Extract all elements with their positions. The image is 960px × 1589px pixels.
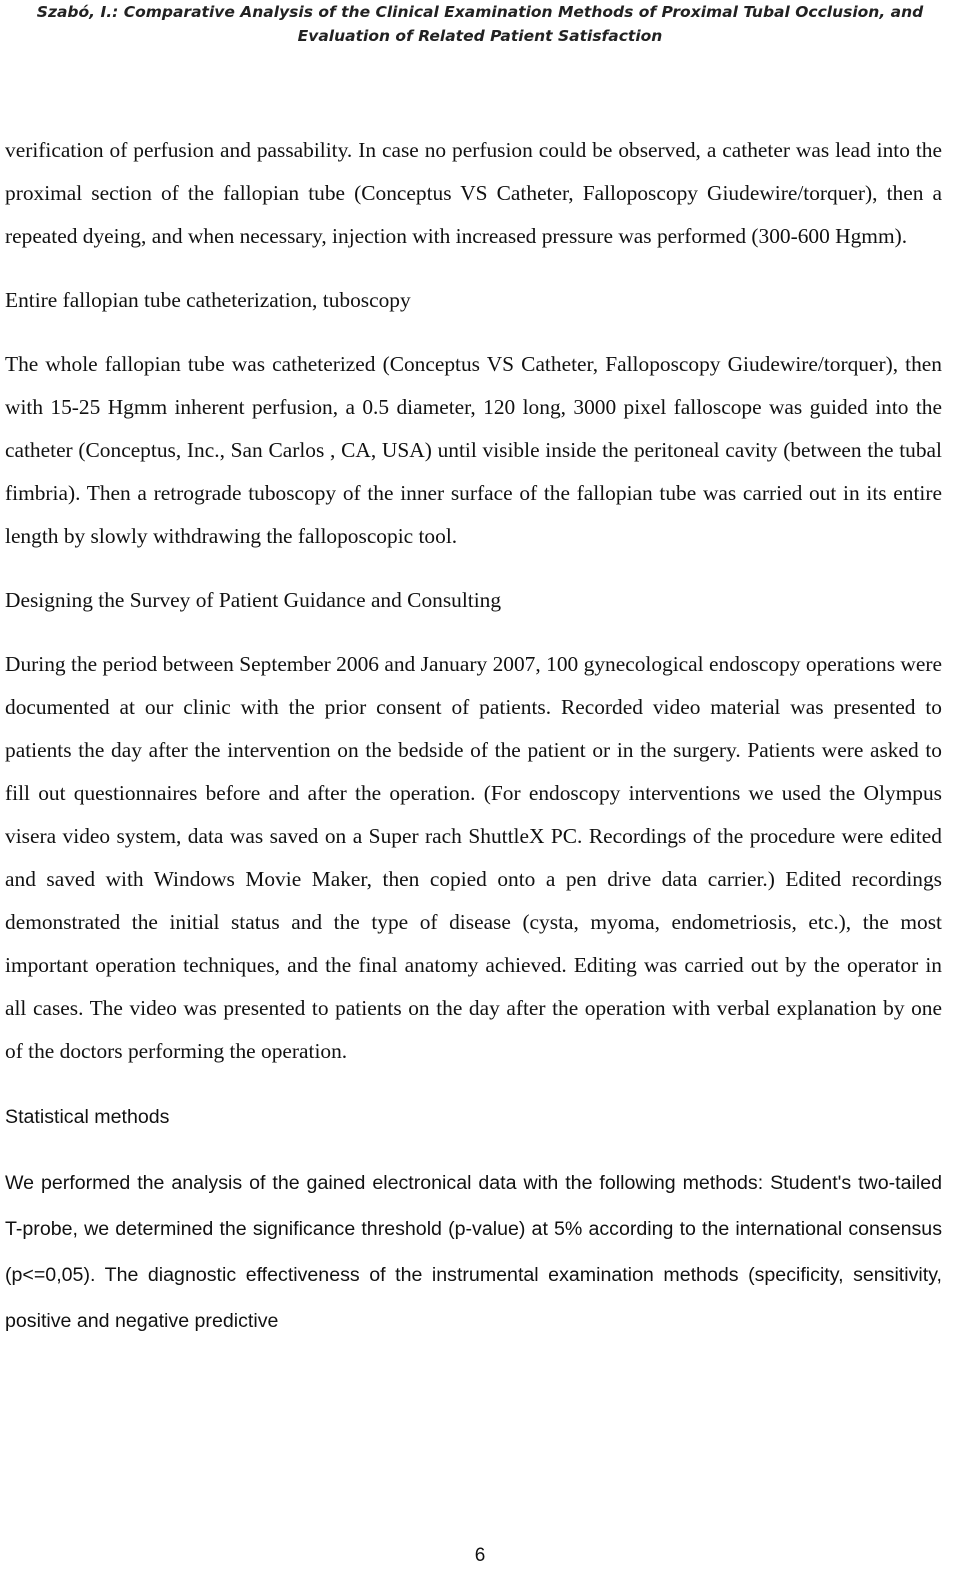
paragraph-statistics: We performed the analysis of the gained electronical data with the following methods: Student's two-tailed T-probe, we determined the significance threshold (p-value) at 5% according to the international consensus (p<=0,05). The diagnostic effectiveness of the instrumental examination methods (specificity, sensitivity, positive and negative predictive (5, 1172, 942, 1332)
page-body (5, 129, 942, 1344)
paragraph-survey: During the period between September 2006 and January 2007, 100 gynecological endoscopy operations were documented at our clinic with the prior consent of patients. Recorded video material was presented to patients the day after the intervention on the bedside of the patient or in the surgery. Patients were asked to fill out questionnaires before and after the operation. (For endoscopy interventions we used the Olympus visera video system, data was saved on a Super rach ShuttleX PC. Recordings of the procedure were edited and saved with Windows Movie Maker, then copied onto a pen drive data carrier.) Edited recordings demonstrated the initial status and the type of disease (cysta, myoma, endometriosis, etc.), the most important operation techniques, and the final anatomy achieved. Editing was carried out by the operator in all cases. The video was presented to patients on the day after the operation with verbal explanation by one of the doctors performing the operation. (5, 652, 942, 1063)
section-heading-survey: Designing the Survey of Patient Guidance and Consulting (5, 588, 502, 612)
page-number: 6 (474, 1545, 486, 1566)
paragraph-perfusion: verification of perfusion and passability. In case no perfusion could be observed, a catheter was lead into the proximal section of the fallopian tube (Conceptus VS Catheter, Falloposcopy Giudewire/torquer), then a repeated dyeing, and when necessary, injection with increased pressure was performed (300-600 Hgmm). (5, 138, 942, 248)
running-header-line-2: Evaluation of Related Patient Satisfaction (297, 27, 663, 45)
section-heading-catheterization: Entire fallopian tube catheterization, tuboscopy (5, 288, 411, 312)
running-header-line-1: Szabó, I.: Comparative Analysis of the Clinical Examination Methods of Proximal Tubal Occlusion, and (36, 3, 924, 21)
paragraph-catheterization: The whole fallopian tube was catheterized (Conceptus VS Catheter, Falloposcopy Giudewire/torquer), then with 15-25 Hgmm inherent perfusion, a 0.5 diameter, 120 long, 3000 pixel falloscope was guided into the catheter (Conceptus, Inc., San Carlos , CA, USA) until visible inside the peritoneal cavity (between the tubal fimbria). Then a retrograde tuboscopy of the inner surface of the fallopian tube was carried out in its entire length by slowly withdrawing the falloposcopic tool. (5, 352, 942, 548)
running-header (0, 0, 960, 48)
section-heading-statistics: Statistical methods (5, 1106, 170, 1128)
